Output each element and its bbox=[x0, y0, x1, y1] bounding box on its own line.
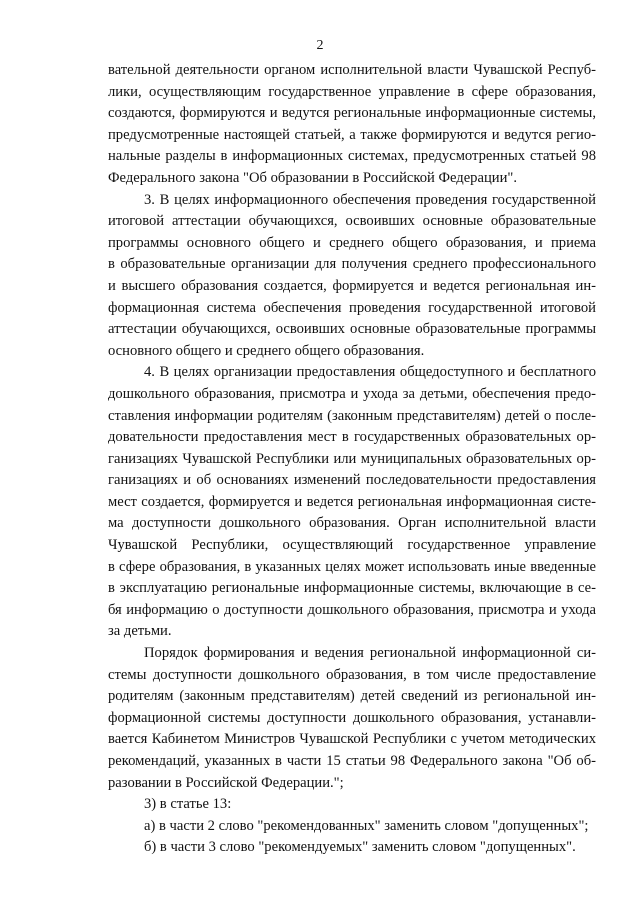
text-line: лики, осуществляющим государственное управление в сфере образования, bbox=[108, 83, 596, 100]
text-line: ганизациях и об основаниях изменений последовательности предоставления bbox=[108, 472, 596, 489]
text-line: 3) в статье 13: bbox=[144, 796, 232, 813]
text-line: и высшего образования создается, формируется и ведется региональная ин- bbox=[108, 277, 596, 294]
text-line: рекомендаций, указанных в части 15 статьи 98 Федерального закона "Об об- bbox=[108, 753, 596, 769]
text-line: стемы доступности дошкольного образования, в том числе предоставление bbox=[108, 666, 596, 683]
text-line: Федерального закона "Об образовании в Российской Федерации". bbox=[108, 169, 517, 186]
text-line: Порядок формирования и ведения региональной информационной си- bbox=[144, 645, 596, 662]
text-line: в эксплуатацию региональные информационные системы, включающие в се- bbox=[108, 580, 596, 597]
text-line: 3. В целях информационного обеспечения проведения государственной bbox=[144, 191, 596, 208]
text-line: 4. В целях организации предоставления общедоступного и бесплатного bbox=[144, 364, 596, 381]
text-line: разовании в Российской Федерации."; bbox=[108, 774, 344, 791]
text-line: предусмотренные настоящей статьей, а также формируются и ведутся регио- bbox=[108, 126, 596, 143]
text-line: за детьми. bbox=[108, 623, 172, 640]
text-line: в образовательные организации для получения среднего профессионального bbox=[108, 256, 596, 273]
text-line: а) в части 2 слово "рекомендованных" заменить словом "допущенных"; bbox=[144, 817, 589, 834]
text-line: итоговой аттестации обучающихся, освоивших основные образовательные bbox=[108, 213, 596, 230]
text-line: родителям (законным представителям) детей сведений из региональной ин- bbox=[108, 688, 596, 705]
text-line: ма доступности дошкольного образования. Орган исполнительной власти bbox=[108, 515, 596, 532]
text-line: мест создается, формируется и ведется региональная информационная систе- bbox=[108, 493, 596, 510]
text-line: программы основного общего и среднего общего образования, и приема bbox=[108, 234, 596, 251]
text-line: вательной деятельности органом исполнительной власти Чувашской Респуб- bbox=[108, 62, 596, 78]
text-line: дошкольного образования, присмотра и ухода за детьми, обеспечения предо- bbox=[108, 385, 596, 402]
text-line: довательности предоставления мест в государственных образовательных ор- bbox=[108, 429, 596, 446]
text-line: бя информацию о доступности дошкольного образования, присмотра и ухода bbox=[108, 601, 596, 618]
text-line: основного общего и среднего общего образования. bbox=[108, 342, 425, 359]
text-line: б) в части 3 слово "рекомендуемых" заменить словом "допущенных". bbox=[144, 839, 576, 856]
document-body bbox=[108, 60, 596, 859]
text-line: аттестации обучающихся, освоивших основные образовательные программы bbox=[108, 321, 596, 338]
text-line: формационной системы доступности дошкольного образования, устанавли- bbox=[108, 709, 596, 726]
text-line: в сфере образования, в указанных целях может использовать иные введенные bbox=[108, 558, 596, 575]
text-line: Чувашской Республики, осуществляющий государственное управление bbox=[108, 537, 596, 554]
text-line: нальные разделы в информационных системах, предусмотренных статьей 98 bbox=[108, 148, 596, 165]
text-line: вается Кабинетом Министров Чувашской Республики с учетом методических bbox=[108, 731, 596, 748]
text-line: создаются, формируются и ведутся региональные информационные системы, bbox=[108, 105, 596, 122]
page-number: 2 bbox=[316, 38, 324, 53]
text-line: ганизациях Чувашской Республики или муниципальных образовательных ор- bbox=[108, 450, 596, 467]
text-line: формационная система обеспечения проведения государственной итоговой bbox=[108, 299, 596, 316]
text-line: ставления информации родителям (законным представителям) детей о после- bbox=[108, 407, 596, 424]
